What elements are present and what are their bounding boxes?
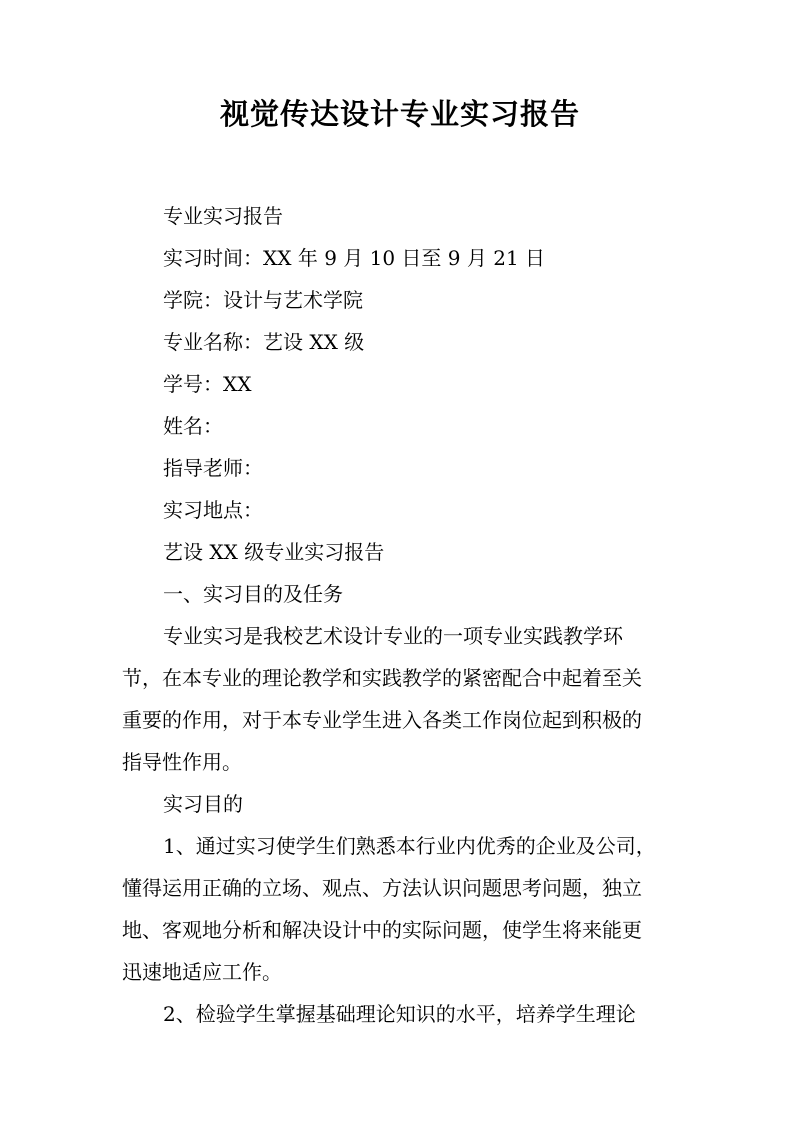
paragraph-line: 2、检验学生掌握基础理论知识的水平，培养学生理论 (163, 1002, 636, 1026)
internship-location: 实习地点： (163, 498, 263, 522)
paragraph-line: 节，在本专业的理论教学和实践教学的紧密配合中起着至关 (122, 666, 642, 690)
major-name: 专业名称：艺设 XX 级 (163, 330, 365, 354)
paragraph-line: 懂得运用正确的立场、观点、方法认识问题思考问题，独立 (122, 876, 642, 900)
report-subtitle: 专业实习报告 (163, 204, 283, 228)
paragraph-line: 重要的作用，对于本专业学生进入各类工作岗位起到积极的 (122, 708, 642, 732)
report-heading: 艺设 XX 级专业实习报告 (163, 540, 385, 564)
section-heading: 一、实习目的及任务 (163, 582, 343, 606)
paragraph-line: 指导性作用。 (122, 750, 242, 774)
student-id: 学号：XX (163, 372, 252, 396)
paragraph-line: 专业实习是我校艺术设计专业的一项专业实践教学环 (163, 624, 623, 648)
document-title: 视觉传达设计专业实习报告 (219, 97, 580, 131)
paragraph-line: 1、通过实习使学生们熟悉本行业内优秀的企业及公司， (163, 834, 656, 858)
paragraph-line: 地、客观地分析和解决设计中的实际问题，使学生将来能更 (122, 918, 642, 942)
advisor: 指导老师： (163, 456, 263, 480)
internship-time: 实习时间：XX 年 9 月 10 日至 9 月 21 日 (163, 246, 546, 270)
college: 学院：设计与艺术学院 (163, 288, 363, 312)
paragraph-line: 迅速地适应工作。 (122, 960, 282, 984)
purpose-heading: 实习目的 (163, 792, 243, 816)
student-name: 姓名： (163, 414, 223, 438)
